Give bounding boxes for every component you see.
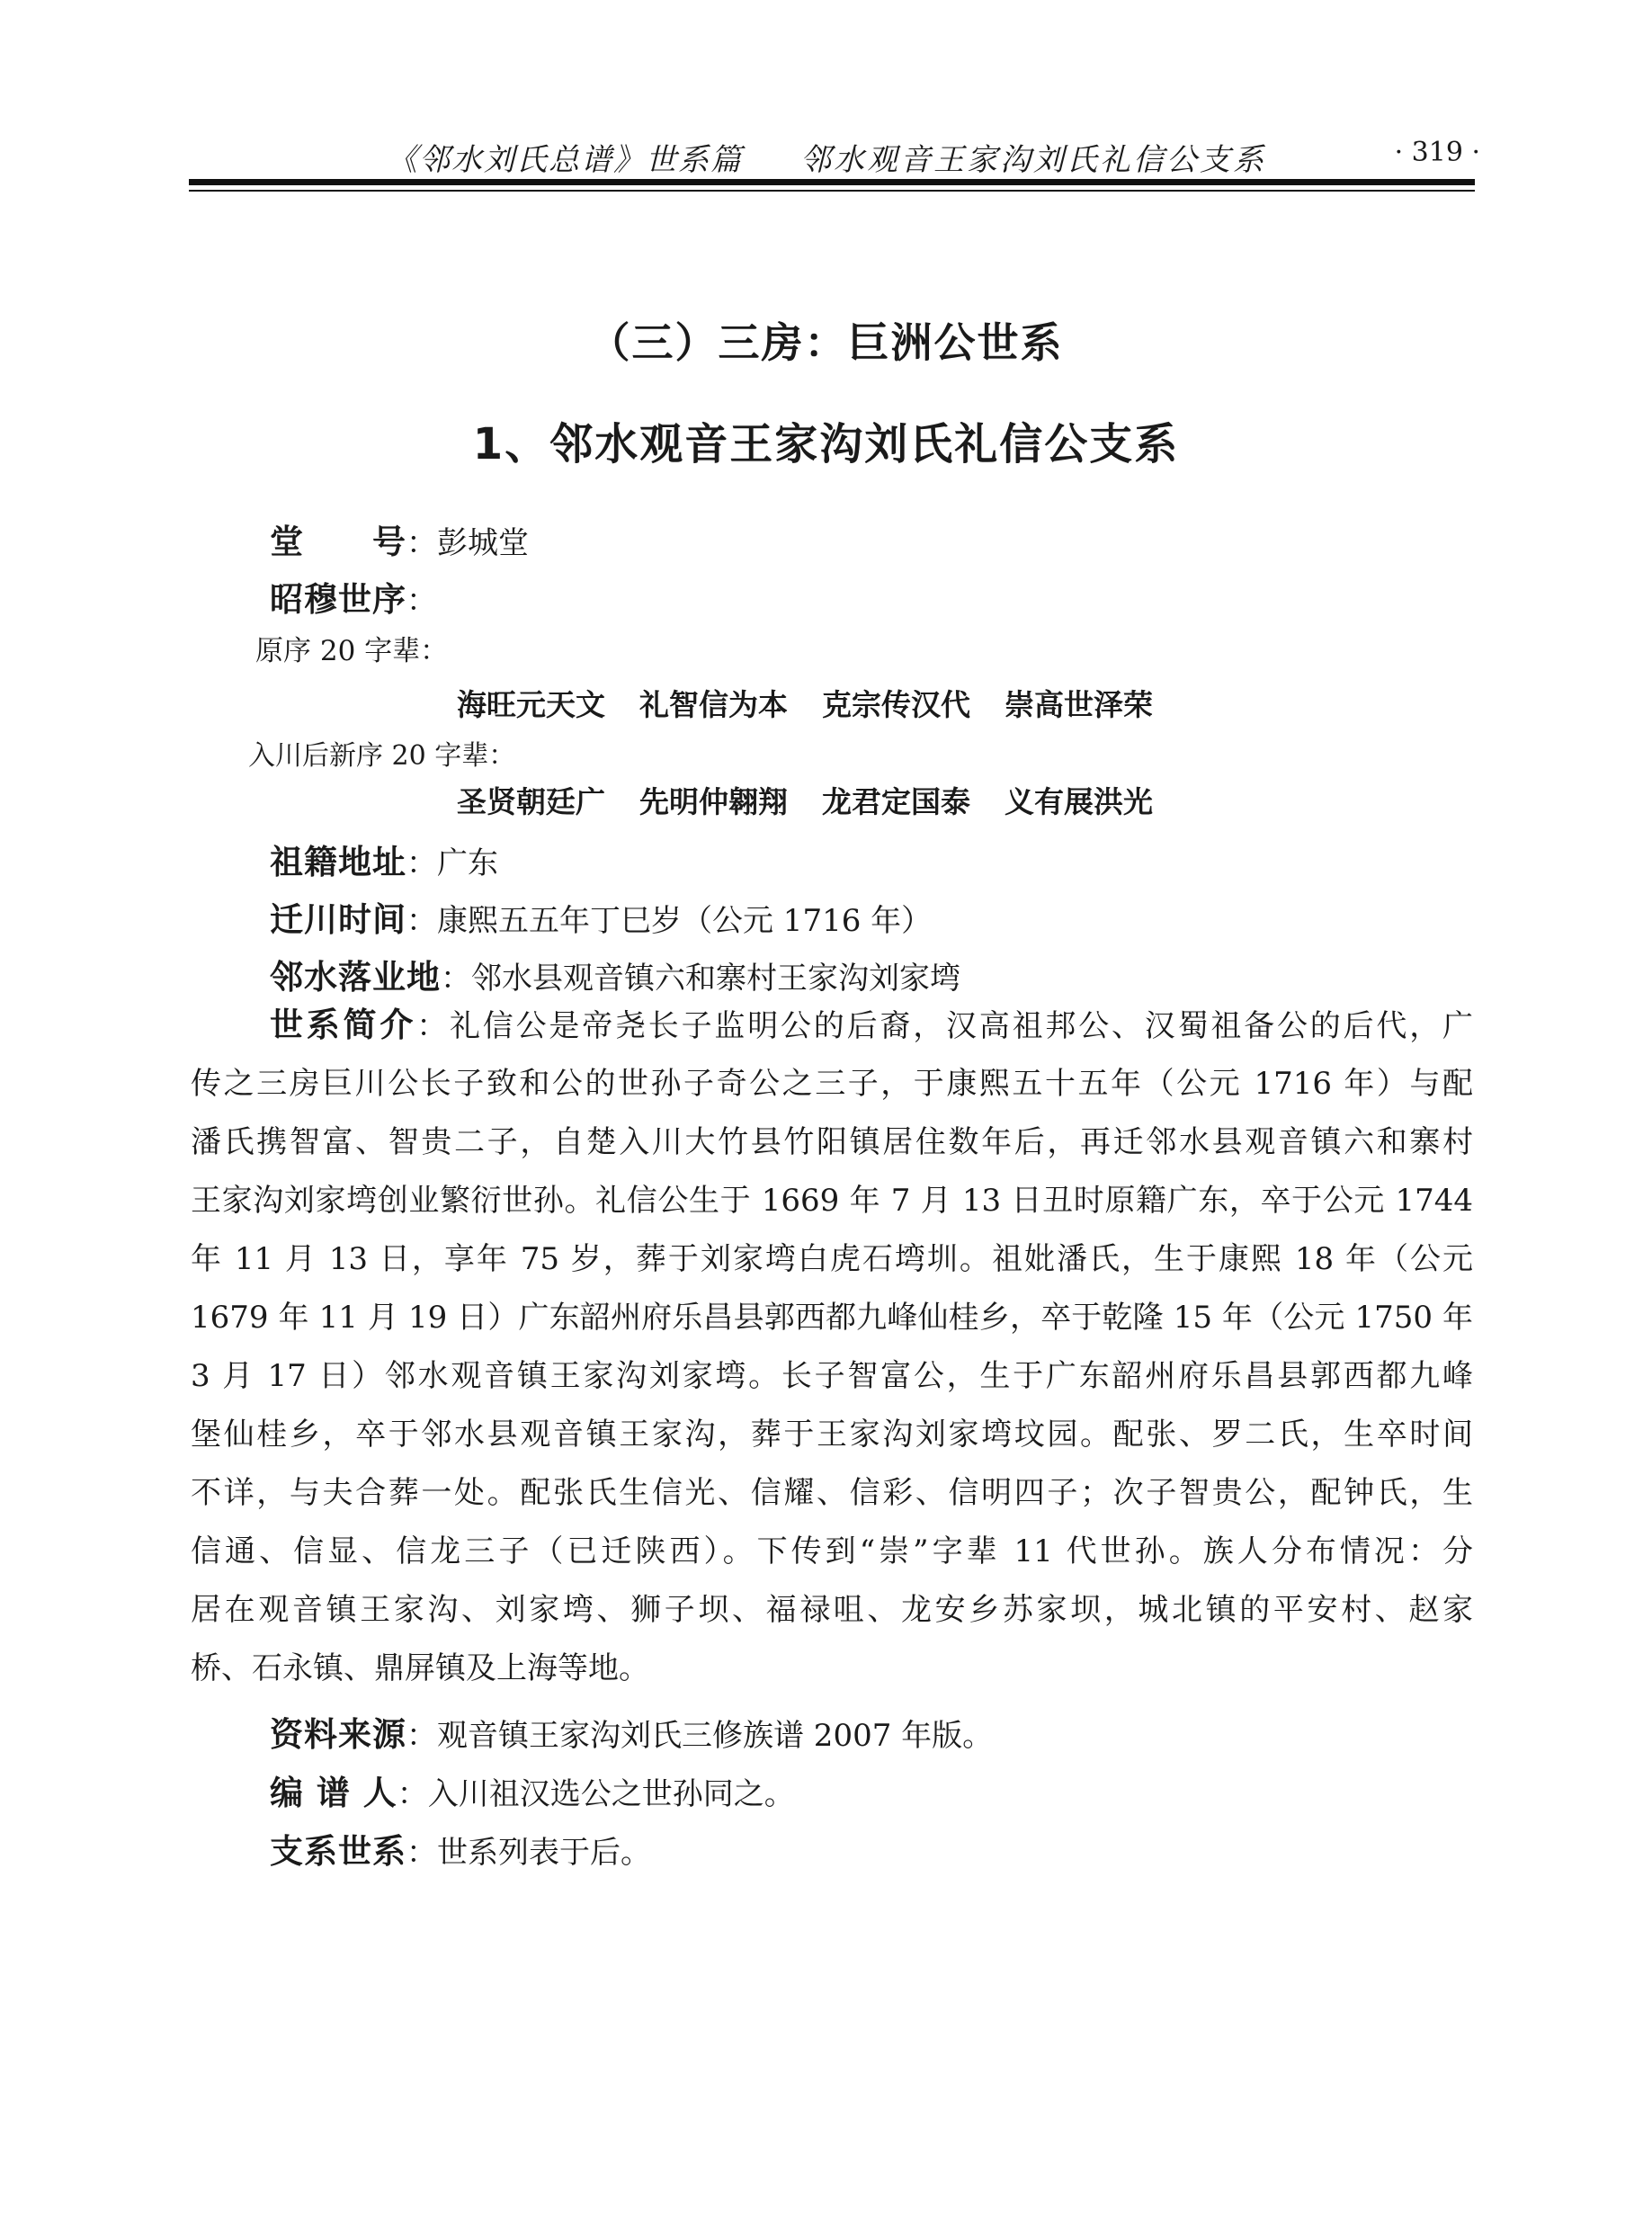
intro-line: 3 月 17 日）邻水观音镇王家沟刘家塆。长子智富公，生于广东韶州府乐昌县郭西都九峰: [191, 1358, 1473, 1394]
branch-value: ：世系列表于后。: [406, 1835, 651, 1871]
editor-line: [270, 1766, 795, 1814]
verse: 崇高世泽荣: [1005, 687, 1153, 722]
subsection-title: 1、邻水观音王家沟刘氏礼信公支系: [472, 419, 1180, 469]
intro-line: 桥、石永镇、鼎屏镇及上海等地。: [191, 1650, 649, 1686]
settle-value: ：邻水县观音镇六和寨村王家沟刘家塆: [441, 961, 960, 997]
verse: 海旺元天文: [457, 687, 605, 722]
intro-line: 潘氏携智富、智贵二子，自楚入川大竹县竹阳镇居住数年后，再迁邻水县观音镇六和寨村: [191, 1124, 1473, 1160]
verse: 克宗传汉代: [822, 687, 970, 722]
verse: 义有展洪光: [1005, 784, 1153, 819]
new-verses: [457, 779, 1187, 821]
intro-line: 传之三房巨川公长子致和公的世孙子奇公之三子，于康熙五十五年（公元 1716 年）与配: [191, 1066, 1473, 1102]
source-label: 资料来源: [270, 1715, 406, 1754]
origin-value: ：广东: [406, 845, 498, 881]
intro-line: 居在观音镇王家沟、刘家塆、狮子坝、福禄咀、龙安乡苏家坝，城北镇的平安村、赵家: [191, 1592, 1473, 1628]
settle-line: [270, 950, 960, 998]
branch-line: [270, 1824, 651, 1873]
new-order-label: 入川后新序 20 字辈：: [248, 740, 516, 772]
running-header: [189, 135, 1484, 180]
intro-line: 年 11 月 13 日，享年 75 岁，葬于刘家塆白虎石塆圳。祖妣潘氏，生于康熙 18 年（公元: [191, 1241, 1473, 1277]
settle-label: 邻水落业地: [270, 958, 441, 997]
verse: 龙君定国泰: [822, 784, 970, 819]
source-value: ：观音镇王家沟刘氏三修族谱 2007 年版。: [406, 1718, 994, 1754]
order-label: 昭穆世序: [270, 580, 406, 619]
verse: 先明仲翱翔: [639, 784, 788, 819]
order-line: [270, 572, 437, 621]
book-title: 《邻水刘氏总谱》世系篇: [387, 142, 743, 178]
order-value: ：: [406, 583, 437, 619]
intro-line: 堡仙桂乡，卒于邻水县观音镇王家沟，葬于王家沟刘家塆坟园。配张、罗二氏，生卒时间: [191, 1417, 1473, 1453]
hall-value: ：彭城堂: [406, 525, 529, 561]
source-line: [270, 1707, 993, 1756]
intro-line: 世系简介：礼信公是帝尧长子监明公的后裔，汉高祖邦公、汉蜀祖备公的后代，广: [270, 1006, 1474, 1044]
intro-line: 信通、信显、信龙三子（已迁陕西）。下传到“崇”字辈 11 代世孙。族人分布情况：分: [191, 1533, 1473, 1569]
verse: 圣贤朝廷广: [457, 784, 605, 819]
move-label: 迁川时间: [270, 900, 406, 939]
header-rule-thin: [189, 190, 1475, 192]
original-order-label: 原序 20 字辈：: [255, 635, 449, 667]
hall-label: 堂 号: [270, 523, 406, 561]
intro-line: 1679 年 11 月 19 日）广东韶州府乐昌县郭西都九峰仙桂乡，卒于乾隆 15 年（公元 1750 年: [191, 1300, 1473, 1336]
editor-label: 编 谱 人: [270, 1774, 397, 1812]
page-number: · 319 ·: [1394, 137, 1480, 168]
intro-line: 王家沟刘家塆创业繁衍世孙。礼信公生于 1669 年 7 月 13 日丑时原籍广东，卒于公元 1744: [191, 1183, 1473, 1219]
move-value: ：康熙五五年丁巳岁（公元 1716 年）: [406, 903, 933, 939]
original-verses: [457, 682, 1187, 724]
move-line: [270, 892, 932, 941]
editor-value: ：入川祖汉选公之世孙同之。: [397, 1776, 795, 1812]
verse: 礼智信为本: [639, 687, 788, 722]
intro-label: 世系简介: [270, 1006, 417, 1044]
branch-title: 邻水观音王家沟刘氏礼信公支系: [800, 142, 1266, 178]
intro-line: 不详，与夫合葬一处。配张氏生信光、信耀、信彩、信明四子；次子智贵公，配钟氏，生: [191, 1475, 1473, 1511]
origin-line: [270, 835, 498, 883]
branch-label: 支系世系: [270, 1832, 406, 1871]
header-rule-thick: [189, 179, 1475, 185]
section-title: （三）三房：巨洲公世系: [588, 318, 1064, 367]
hall-line: [270, 514, 529, 563]
origin-label: 祖籍地址: [270, 843, 406, 881]
